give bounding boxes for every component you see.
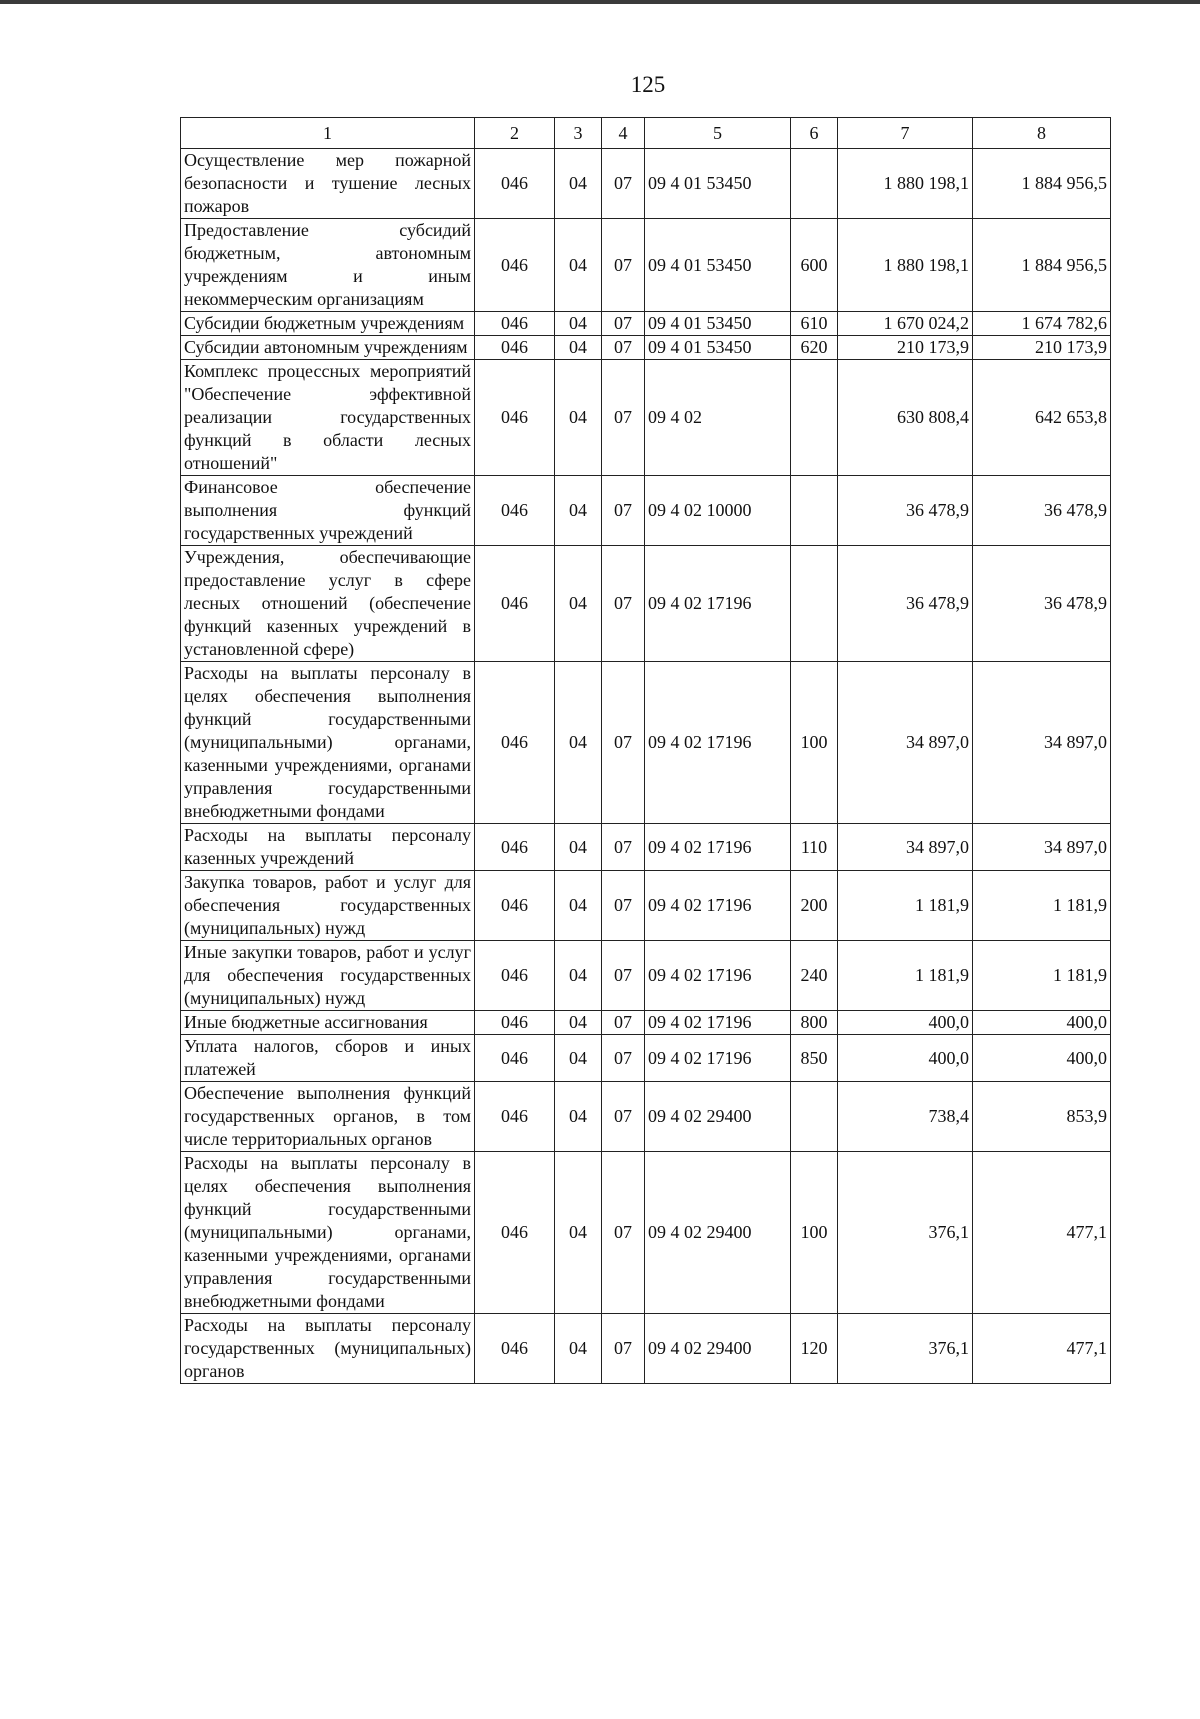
cell-section: 04 — [555, 476, 602, 546]
cell-ministry-code: 046 — [475, 871, 555, 941]
table-row — [181, 871, 1111, 941]
cell-amount-year1: 34 897,0 — [838, 824, 973, 871]
cell-section: 04 — [555, 360, 602, 476]
cell-target-article: 09 4 02 17196 — [645, 662, 791, 824]
table-row — [181, 941, 1111, 1011]
cell-section: 04 — [555, 1082, 602, 1152]
cell-target-article: 09 4 01 53450 — [645, 336, 791, 360]
cell-amount-year1: 1 670 024,2 — [838, 312, 973, 336]
cell-subsection: 07 — [602, 360, 645, 476]
row-name: Финансовое обеспечение выполнения функций государственных учреждений — [181, 476, 475, 546]
cell-section: 04 — [555, 149, 602, 219]
cell-amount-year1: 210 173,9 — [838, 336, 973, 360]
cell-target-article: 09 4 02 17196 — [645, 546, 791, 662]
cell-amount-year2: 1 884 956,5 — [973, 219, 1111, 312]
table-row — [181, 336, 1111, 360]
cell-subsection: 07 — [602, 824, 645, 871]
row-name: Учреждения, обеспечивающие предоставление услуг в сфере лесных отношений (обеспечение функций казенных учреждений в установленной сфере) — [181, 546, 475, 662]
header-col-2: 2 — [475, 118, 555, 149]
cell-expense-type — [791, 546, 838, 662]
cell-target-article: 09 4 02 29400 — [645, 1152, 791, 1314]
cell-amount-year2: 1 181,9 — [973, 871, 1111, 941]
cell-subsection: 07 — [602, 546, 645, 662]
cell-ministry-code: 046 — [475, 336, 555, 360]
row-name: Уплата налогов, сборов и иных платежей — [181, 1035, 475, 1082]
cell-amount-year2: 1 674 782,6 — [973, 312, 1111, 336]
cell-subsection: 07 — [602, 662, 645, 824]
cell-target-article: 09 4 02 29400 — [645, 1314, 791, 1384]
row-name: Предоставление субсидий бюджетным, автономным учреждениям и иным некоммерческим организациям — [181, 219, 475, 312]
cell-amount-year2: 36 478,9 — [973, 476, 1111, 546]
cell-ministry-code: 046 — [475, 546, 555, 662]
cell-amount-year2: 853,9 — [973, 1082, 1111, 1152]
cell-section: 04 — [555, 312, 602, 336]
cell-expense-type: 240 — [791, 941, 838, 1011]
cell-section: 04 — [555, 941, 602, 1011]
cell-target-article: 09 4 02 10000 — [645, 476, 791, 546]
cell-target-article: 09 4 02 17196 — [645, 871, 791, 941]
cell-target-article: 09 4 01 53450 — [645, 149, 791, 219]
cell-expense-type — [791, 149, 838, 219]
header-col-1: 1 — [181, 118, 475, 149]
cell-target-article: 09 4 02 — [645, 360, 791, 476]
cell-expense-type: 100 — [791, 662, 838, 824]
header-col-7: 7 — [838, 118, 973, 149]
table-row — [181, 312, 1111, 336]
cell-section: 04 — [555, 1011, 602, 1035]
table-row — [181, 360, 1111, 476]
cell-expense-type: 100 — [791, 1152, 838, 1314]
cell-amount-year1: 36 478,9 — [838, 546, 973, 662]
cell-amount-year2: 34 897,0 — [973, 662, 1111, 824]
cell-expense-type: 200 — [791, 871, 838, 941]
table-row — [181, 1035, 1111, 1082]
cell-ministry-code: 046 — [475, 1314, 555, 1384]
cell-amount-year1: 376,1 — [838, 1314, 973, 1384]
row-name: Закупка товаров, работ и услуг для обеспечения государственных (муниципальных) нужд — [181, 871, 475, 941]
cell-subsection: 07 — [602, 1314, 645, 1384]
cell-amount-year2: 36 478,9 — [973, 546, 1111, 662]
cell-subsection: 07 — [602, 149, 645, 219]
cell-amount-year2: 477,1 — [973, 1314, 1111, 1384]
cell-amount-year1: 1 880 198,1 — [838, 149, 973, 219]
table-row — [181, 1152, 1111, 1314]
header-col-4: 4 — [602, 118, 645, 149]
table-row — [181, 546, 1111, 662]
cell-amount-year1: 1 181,9 — [838, 941, 973, 1011]
cell-section: 04 — [555, 1035, 602, 1082]
cell-subsection: 07 — [602, 1035, 645, 1082]
cell-subsection: 07 — [602, 1011, 645, 1035]
cell-amount-year2: 400,0 — [973, 1011, 1111, 1035]
row-name: Расходы на выплаты персоналу в целях обеспечения выполнения функций государственными (муниципальными) органами, казенными учреждениями, органами управления государственными внебюджетными фондами — [181, 1152, 475, 1314]
cell-target-article: 09 4 02 29400 — [645, 1082, 791, 1152]
cell-amount-year1: 400,0 — [838, 1035, 973, 1082]
row-name: Комплекс процессных мероприятий "Обеспечение эффективной реализации государственных функций в области лесных отношений" — [181, 360, 475, 476]
cell-target-article: 09 4 02 17196 — [645, 1011, 791, 1035]
cell-target-article: 09 4 02 17196 — [645, 941, 791, 1011]
table-row — [181, 149, 1111, 219]
cell-expense-type: 610 — [791, 312, 838, 336]
cell-ministry-code: 046 — [475, 219, 555, 312]
table-row — [181, 1314, 1111, 1384]
cell-expense-type — [791, 1082, 838, 1152]
cell-target-article: 09 4 02 17196 — [645, 824, 791, 871]
cell-subsection: 07 — [602, 336, 645, 360]
cell-expense-type: 850 — [791, 1035, 838, 1082]
cell-target-article: 09 4 02 17196 — [645, 1035, 791, 1082]
top-border-line — [0, 0, 1200, 4]
cell-section: 04 — [555, 871, 602, 941]
cell-amount-year2: 210 173,9 — [973, 336, 1111, 360]
cell-expense-type — [791, 360, 838, 476]
cell-ministry-code: 046 — [475, 662, 555, 824]
row-name: Иные бюджетные ассигнования — [181, 1011, 475, 1035]
row-name: Обеспечение выполнения функций государственных органов, в том числе территориальных органов — [181, 1082, 475, 1152]
row-name: Расходы на выплаты персоналу государственных (муниципальных) органов — [181, 1314, 475, 1384]
row-name: Осуществление мер пожарной безопасности и тушение лесных пожаров — [181, 149, 475, 219]
table-row — [181, 824, 1111, 871]
cell-section: 04 — [555, 546, 602, 662]
cell-expense-type: 120 — [791, 1314, 838, 1384]
table-row — [181, 662, 1111, 824]
cell-ministry-code: 046 — [475, 1082, 555, 1152]
row-name: Иные закупки товаров, работ и услуг для обеспечения государственных (муниципальных) нужд — [181, 941, 475, 1011]
cell-ministry-code: 046 — [475, 1011, 555, 1035]
header-col-8: 8 — [973, 118, 1111, 149]
cell-subsection: 07 — [602, 871, 645, 941]
cell-expense-type: 620 — [791, 336, 838, 360]
table-header-row — [181, 118, 1111, 149]
header-col-6: 6 — [791, 118, 838, 149]
cell-ministry-code: 046 — [475, 360, 555, 476]
cell-target-article: 09 4 01 53450 — [645, 219, 791, 312]
cell-subsection: 07 — [602, 941, 645, 1011]
row-name: Расходы на выплаты персоналу казенных учреждений — [181, 824, 475, 871]
table-row — [181, 1082, 1111, 1152]
cell-amount-year2: 642 653,8 — [973, 360, 1111, 476]
cell-amount-year1: 738,4 — [838, 1082, 973, 1152]
cell-amount-year1: 376,1 — [838, 1152, 973, 1314]
cell-target-article: 09 4 01 53450 — [645, 312, 791, 336]
cell-amount-year1: 34 897,0 — [838, 662, 973, 824]
row-name: Субсидии бюджетным учреждениям — [181, 312, 475, 336]
cell-amount-year1: 1 181,9 — [838, 871, 973, 941]
cell-subsection: 07 — [602, 312, 645, 336]
cell-ministry-code: 046 — [475, 941, 555, 1011]
cell-amount-year1: 630 808,4 — [838, 360, 973, 476]
cell-section: 04 — [555, 336, 602, 360]
cell-section: 04 — [555, 1314, 602, 1384]
cell-amount-year2: 400,0 — [973, 1035, 1111, 1082]
cell-subsection: 07 — [602, 476, 645, 546]
header-col-3: 3 — [555, 118, 602, 149]
cell-amount-year2: 477,1 — [973, 1152, 1111, 1314]
cell-subsection: 07 — [602, 1152, 645, 1314]
cell-amount-year1: 1 880 198,1 — [838, 219, 973, 312]
table-row — [181, 1011, 1111, 1035]
cell-amount-year2: 1 181,9 — [973, 941, 1111, 1011]
page-number: 125 — [630, 72, 666, 97]
cell-amount-year1: 400,0 — [838, 1011, 973, 1035]
cell-expense-type: 110 — [791, 824, 838, 871]
header-col-5: 5 — [645, 118, 791, 149]
budget-table — [180, 117, 1111, 1384]
cell-expense-type: 600 — [791, 219, 838, 312]
row-name: Субсидии автономным учреждениям — [181, 336, 475, 360]
cell-amount-year2: 34 897,0 — [973, 824, 1111, 871]
cell-expense-type — [791, 476, 838, 546]
cell-section: 04 — [555, 824, 602, 871]
cell-section: 04 — [555, 1152, 602, 1314]
cell-ministry-code: 046 — [475, 476, 555, 546]
cell-subsection: 07 — [602, 219, 645, 312]
cell-amount-year1: 36 478,9 — [838, 476, 973, 546]
table-row — [181, 219, 1111, 312]
row-name: Расходы на выплаты персоналу в целях обеспечения выполнения функций государственными (муниципальными) органами, казенными учреждениями, органами управления государственными внебюджетными фондами — [181, 662, 475, 824]
cell-ministry-code: 046 — [475, 1152, 555, 1314]
cell-expense-type: 800 — [791, 1011, 838, 1035]
cell-ministry-code: 046 — [475, 824, 555, 871]
table-row — [181, 476, 1111, 546]
cell-section: 04 — [555, 219, 602, 312]
cell-amount-year2: 1 884 956,5 — [973, 149, 1111, 219]
cell-ministry-code: 046 — [475, 149, 555, 219]
cell-section: 04 — [555, 662, 602, 824]
cell-ministry-code: 046 — [475, 312, 555, 336]
cell-ministry-code: 046 — [475, 1035, 555, 1082]
cell-subsection: 07 — [602, 1082, 645, 1152]
